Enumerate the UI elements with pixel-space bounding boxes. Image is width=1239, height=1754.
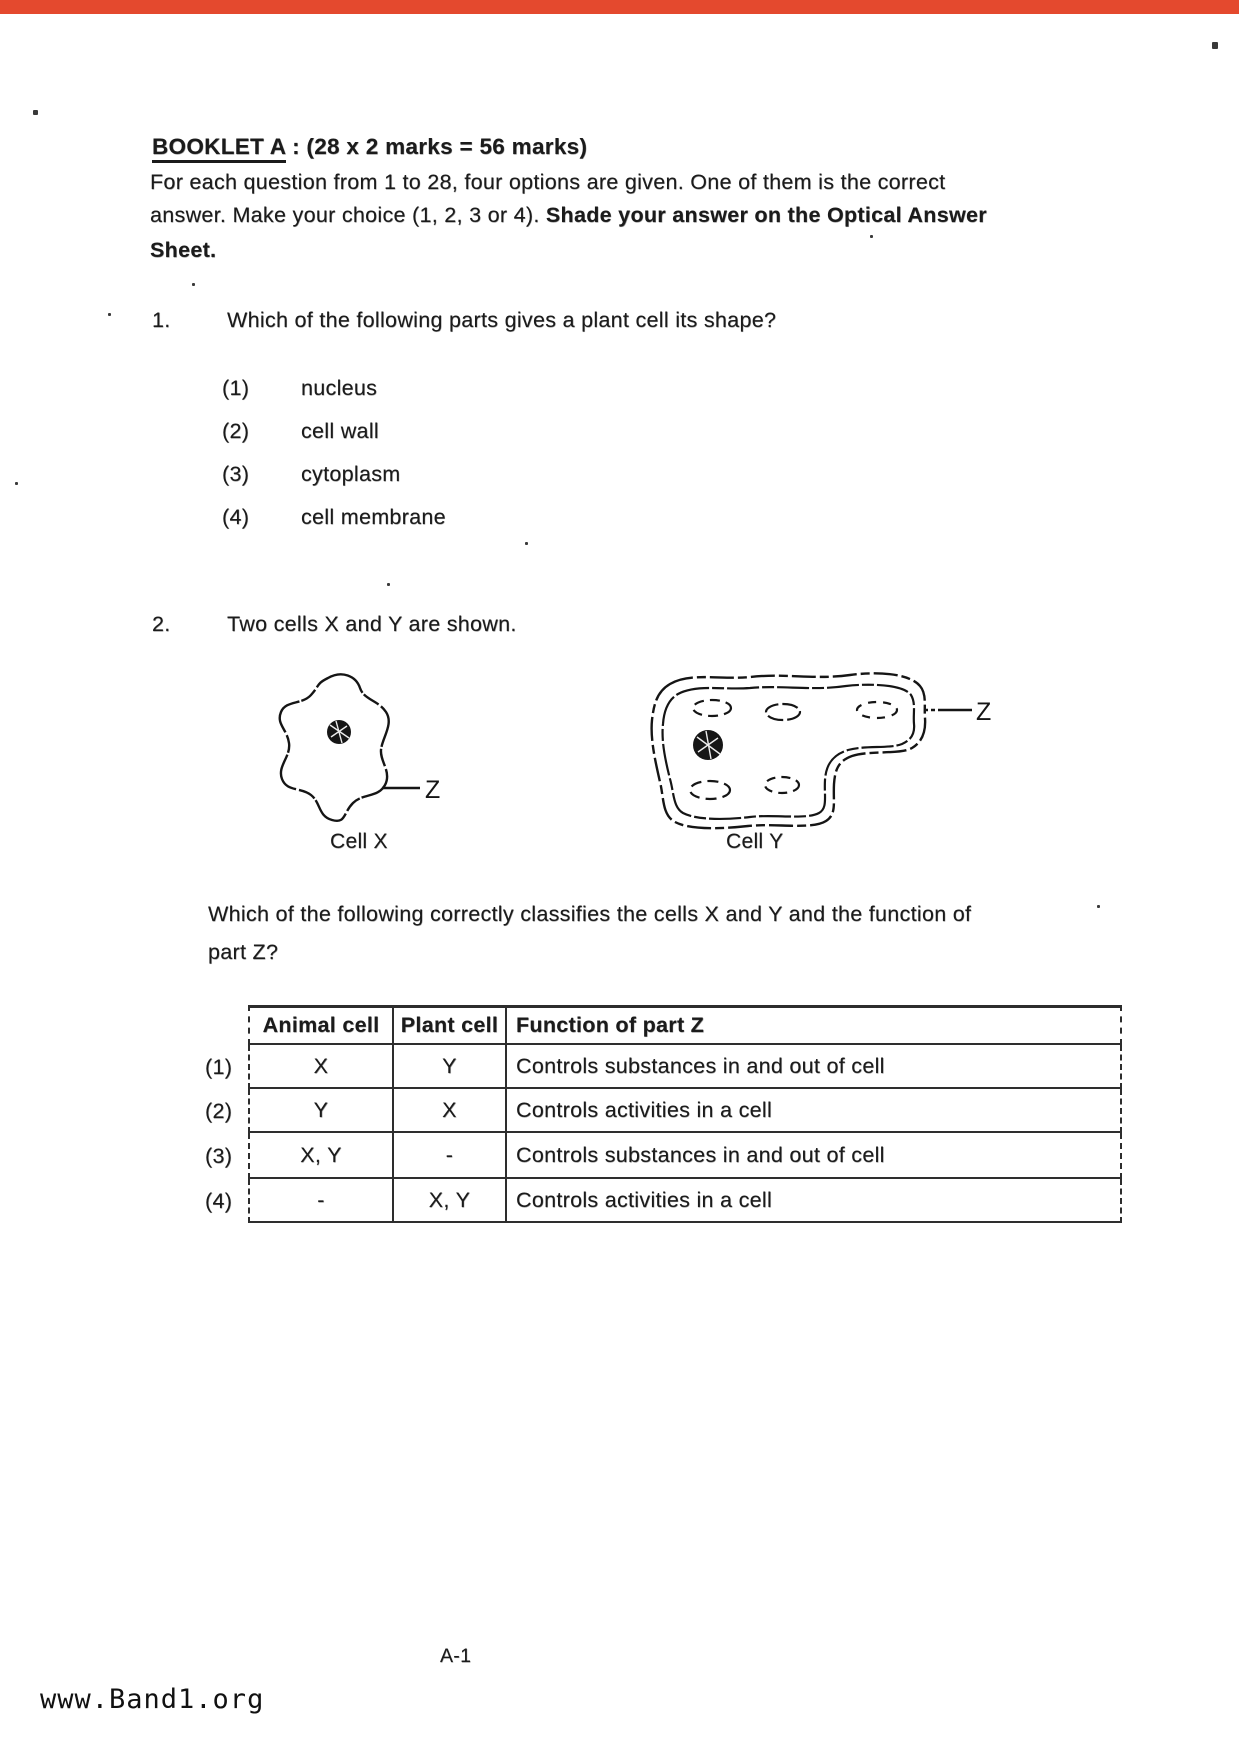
cell-y-caption: Cell Y [726, 830, 784, 853]
classification-table [204, 1005, 1122, 1223]
scan-speck [108, 313, 111, 316]
table-cell-animal: X, Y [248, 1133, 392, 1179]
question2-subquestion-line: Which of the following correctly classifies the cells X and Y and the function of [208, 902, 972, 926]
question1-option-label: (1) [222, 376, 250, 400]
table-row-label: (1) [205, 1054, 233, 1079]
table-row-label: (4) [205, 1188, 233, 1213]
instructions-bold-text: Shade your answer on the Optical Answer [545, 203, 987, 227]
watermark-url: www.Band1.org [40, 1684, 265, 1715]
table-cell-animal: - [248, 1179, 392, 1223]
table-cell-plant: X, Y [392, 1179, 505, 1223]
cell-x-drawing [280, 674, 441, 820]
table-cell-function: Controls substances in and out of cell [505, 1045, 1122, 1089]
question1-option-text: cell membrane [301, 505, 446, 529]
instructions-text: For each question from 1 to 28, four options are given. One of them is the correct [150, 170, 946, 194]
table-cell-plant: X [392, 1089, 505, 1133]
question1-text: Which of the following parts gives a plant cell its shape? [227, 308, 777, 332]
top-accent-bar [0, 0, 1239, 14]
vacuole [766, 704, 800, 720]
vacuole [765, 777, 799, 793]
scan-speck [192, 283, 195, 286]
cell-y-drawing [652, 673, 992, 828]
table-cell-function: Controls substances in and out of cell [505, 1133, 1122, 1179]
table-cell-animal: X [248, 1045, 392, 1089]
question1-option-label: (4) [222, 505, 250, 529]
scan-speck [33, 110, 38, 115]
booklet-heading-underlined: BOOKLET A [152, 134, 286, 163]
scan-speck [870, 235, 873, 238]
scan-speck [387, 583, 390, 586]
question2-subquestion-line: part Z? [208, 940, 279, 964]
table-cell-animal: Y [248, 1089, 392, 1133]
scan-speck [1097, 905, 1100, 908]
scan-speck [525, 542, 528, 545]
vacuole [693, 700, 731, 716]
question1-option-label: (2) [222, 419, 250, 443]
question2-number: 2. [152, 612, 171, 636]
table-cell-function: Controls activities in a cell [505, 1089, 1122, 1133]
booklet-heading [152, 134, 587, 160]
vacuole [690, 781, 730, 799]
cell-y-z-label: Z [976, 698, 992, 726]
scan-speck [1212, 42, 1218, 49]
instructions-line [150, 201, 987, 229]
table-cell-plant: - [392, 1133, 505, 1179]
instructions-line [150, 236, 216, 264]
scan-speck [15, 482, 18, 485]
question1-number: 1. [152, 308, 171, 332]
table-row-label [204, 1005, 248, 1045]
instructions-bold-text: Sheet. [150, 238, 217, 262]
question2-text: Two cells X and Y are shown. [227, 612, 517, 636]
table-header-function: Function of part Z [505, 1005, 1122, 1045]
page-number: A-1 [440, 1645, 472, 1667]
question1-option-text: cell wall [301, 419, 379, 443]
table-header-animal-cell: Animal cell [248, 1005, 392, 1045]
cell-y-outer-wall [652, 673, 926, 828]
table-header-plant-cell: Plant cell [392, 1005, 505, 1045]
table-cell-function: Controls activities in a cell [505, 1179, 1122, 1223]
question1-option-text: nucleus [301, 376, 378, 400]
table-cell-plant: Y [392, 1045, 505, 1089]
cell-x-caption: Cell X [330, 830, 388, 853]
cell-x-membrane [280, 674, 389, 820]
instructions-line [150, 168, 945, 196]
instructions-text: answer. Make your choice (1, 2, 3 or 4). [150, 203, 546, 227]
question1-option-label: (3) [222, 462, 250, 486]
question1-option-text: cytoplasm [301, 462, 401, 486]
booklet-heading-marks: : (28 x 2 marks = 56 marks) [285, 134, 588, 159]
table-row-label: (3) [205, 1143, 233, 1168]
vacuole [857, 702, 897, 718]
table-row-label: (2) [205, 1098, 233, 1123]
cell-x-z-label: Z [425, 776, 441, 804]
